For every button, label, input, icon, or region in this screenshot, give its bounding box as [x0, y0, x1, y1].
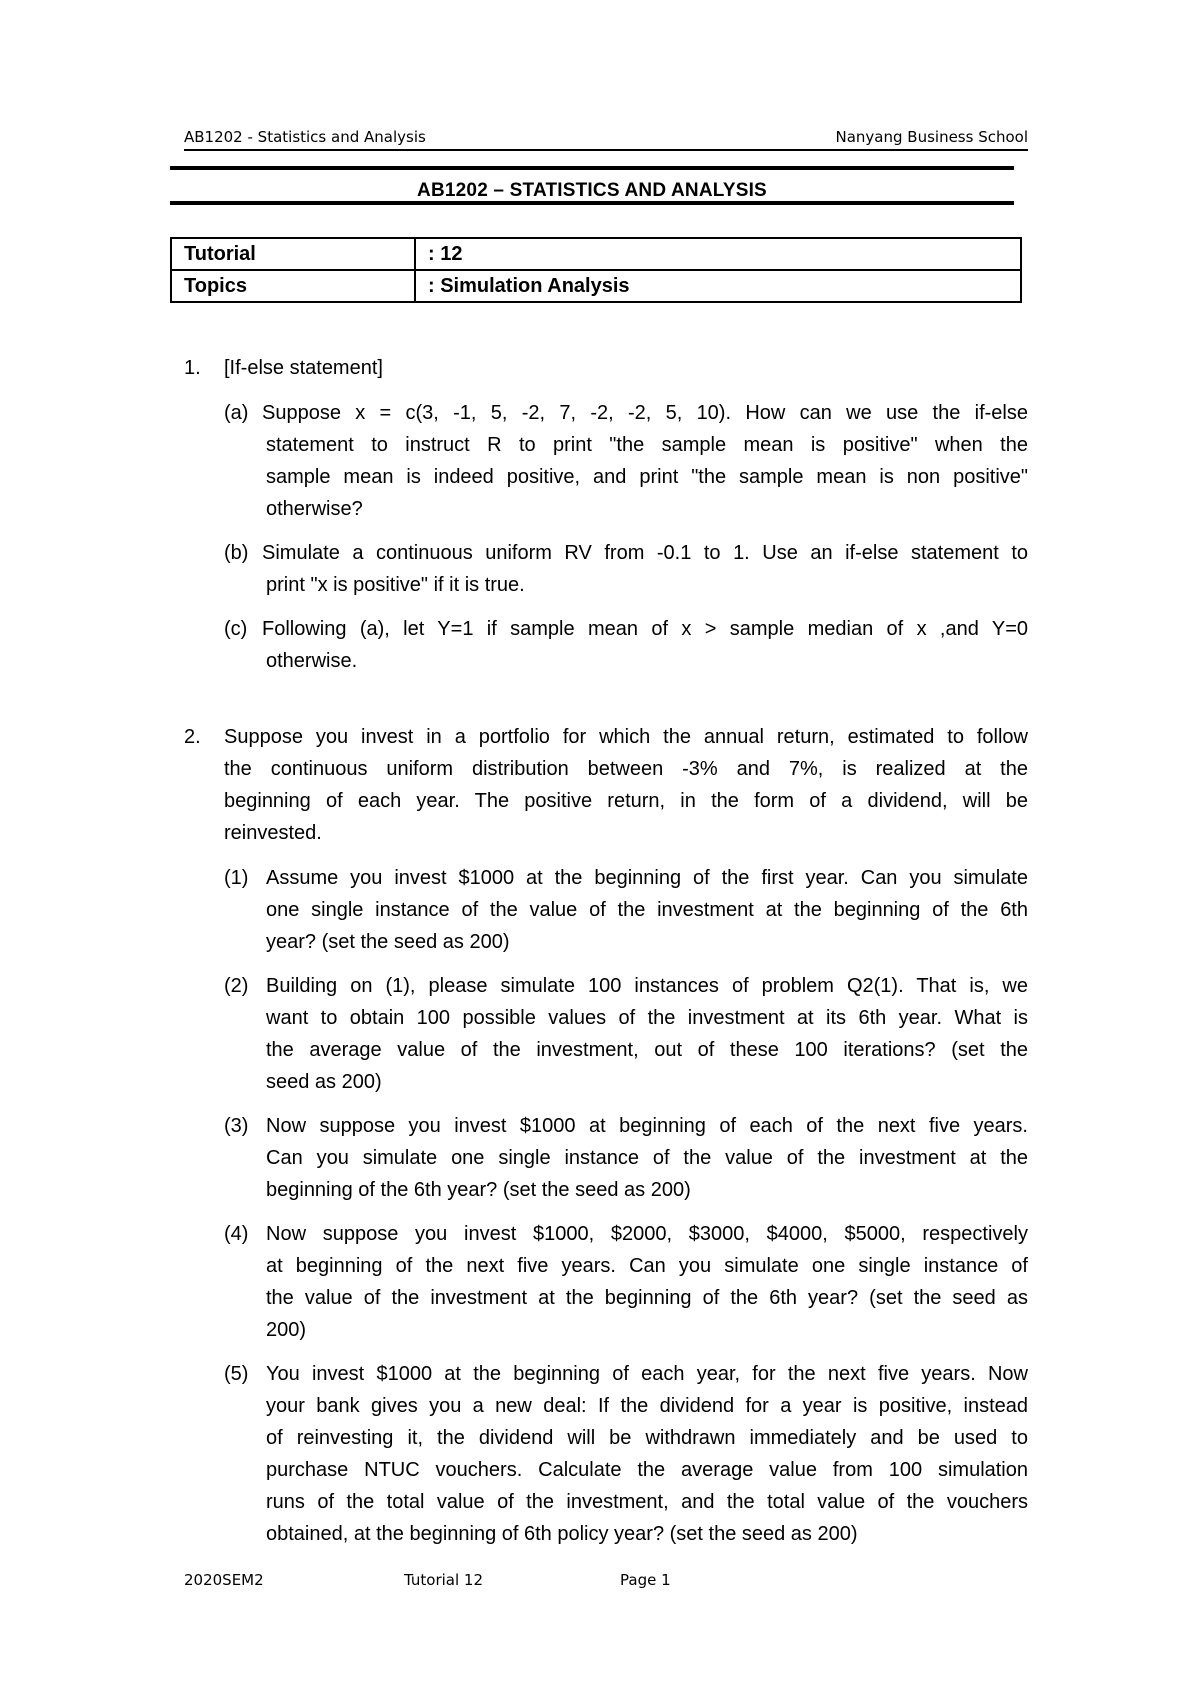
q2-number: 2. [184, 726, 201, 748]
q2-4-label: (4) [224, 1223, 249, 1245]
q1-number: 1. [184, 357, 201, 379]
q2-5-line: of reinvesting it, the dividend will be withdrawn immediately and be used to [266, 1427, 1028, 1449]
q2-3-line: Can you simulate one single instance of the value of the investment at the [266, 1147, 1028, 1169]
q2-5-label: (5) [224, 1363, 249, 1385]
q2-4-line: the value of the investment at the beginning of the 6th year? (set the seed as [266, 1287, 1028, 1309]
q2-3-label: (3) [224, 1115, 249, 1137]
topics-row [171, 270, 1021, 302]
q1b-label: (b) [224, 542, 249, 564]
running-header-course: AB1202 - Statistics and Analysis [184, 128, 426, 146]
q2-line: beginning of each year. The positive return, in the form of a dividend, will be [224, 790, 1028, 812]
q2-5-line: purchase NTUC vouchers. Calculate the average value from 100 simulation [266, 1459, 1028, 1481]
q2-2-line: seed as 200) [266, 1071, 382, 1093]
q1a-line: otherwise? [266, 498, 363, 520]
q2-1-line: one single instance of the value of the investment at the beginning of the 6th [266, 899, 1028, 921]
footer-page-number: Page 1 [620, 1571, 671, 1589]
q2-2-line: want to obtain 100 possible values of the investment at its 6th year. What is [266, 1007, 1028, 1029]
q2-line: reinvested. [224, 822, 322, 844]
q2-3-line: Now suppose you invest $1000 at beginning of each of the next five years. [266, 1115, 1028, 1137]
footer-tutorial: Tutorial 12 [404, 1571, 483, 1589]
tutorial-label: Tutorial [171, 238, 415, 270]
q2-line: the continuous uniform distribution between -3% and 7%, is realized at the [224, 758, 1028, 780]
topics-label: Topics [171, 270, 415, 302]
q1a-line: statement to instruct R to print "the sample mean is positive" when the [266, 434, 1028, 456]
footer-semester: 2020SEM2 [184, 1571, 264, 1589]
q1-title: [If-else statement] [224, 357, 383, 379]
q2-5-line: runs of the total value of the investment, and the total value of the vouchers [266, 1491, 1028, 1513]
topics-value: : Simulation Analysis [415, 270, 1021, 302]
q2-1-line: year? (set the seed as 200) [266, 931, 510, 953]
q1b-line: Simulate a continuous uniform RV from -0.1 to 1. Use an if-else statement to [262, 542, 1028, 564]
q2-2-line: Building on (1), please simulate 100 instances of problem Q2(1). That is, we [266, 975, 1028, 997]
q1a-line: sample mean is indeed positive, and print "the sample mean is non positive" [266, 466, 1028, 488]
q2-5-line: your bank gives you a new deal: If the dividend for a year is positive, instead [266, 1395, 1028, 1417]
q2-2-line: the average value of the investment, out of these 100 iterations? (set the [266, 1039, 1028, 1061]
q2-5-line: You invest $1000 at the beginning of each year, for the next five years. Now [266, 1363, 1028, 1385]
q1c-label: (c) [224, 618, 248, 640]
q2-1-line: Assume you invest $1000 at the beginning of the first year. Can you simulate [266, 867, 1028, 889]
q1b-line: print "x is positive" if it is true. [266, 574, 525, 596]
header-rule [184, 149, 1028, 151]
q2-4-line: 200) [266, 1319, 307, 1341]
title-rule-bottom [170, 201, 1014, 205]
q1c-line: otherwise. [266, 650, 358, 672]
q2-4-line: at beginning of the next five years. Can you simulate one single instance of [266, 1255, 1028, 1277]
tutorial-value: : 12 [415, 238, 1021, 270]
running-header-school: Nanyang Business School [835, 128, 1028, 146]
q2-line: Suppose you invest in a portfolio for which the annual return, estimated to follow [224, 726, 1028, 748]
q1a-line: Suppose x = c(3, -1, 5, -2, 7, -2, -2, 5, 10). How can we use the if-else [262, 402, 1028, 424]
q2-5-line: obtained, at the beginning of 6th policy year? (set the seed as 200) [266, 1523, 858, 1545]
tutorial-info-table [170, 237, 1022, 303]
q1a-label: (a) [224, 402, 249, 424]
title-rule-top [170, 166, 1014, 170]
q2-4-line: Now suppose you invest $1000, $2000, $3000, $4000, $5000, respectively [266, 1223, 1028, 1245]
q2-2-label: (2) [224, 975, 249, 997]
document-title: AB1202 – STATISTICS AND ANALYSIS [417, 180, 767, 201]
q1c-line: Following (a), let Y=1 if sample mean of x > sample median of x ,and Y=0 [262, 618, 1028, 640]
q2-3-line: beginning of the 6th year? (set the seed as 200) [266, 1179, 691, 1201]
q2-1-label: (1) [224, 867, 249, 889]
tutorial-row [171, 238, 1021, 270]
